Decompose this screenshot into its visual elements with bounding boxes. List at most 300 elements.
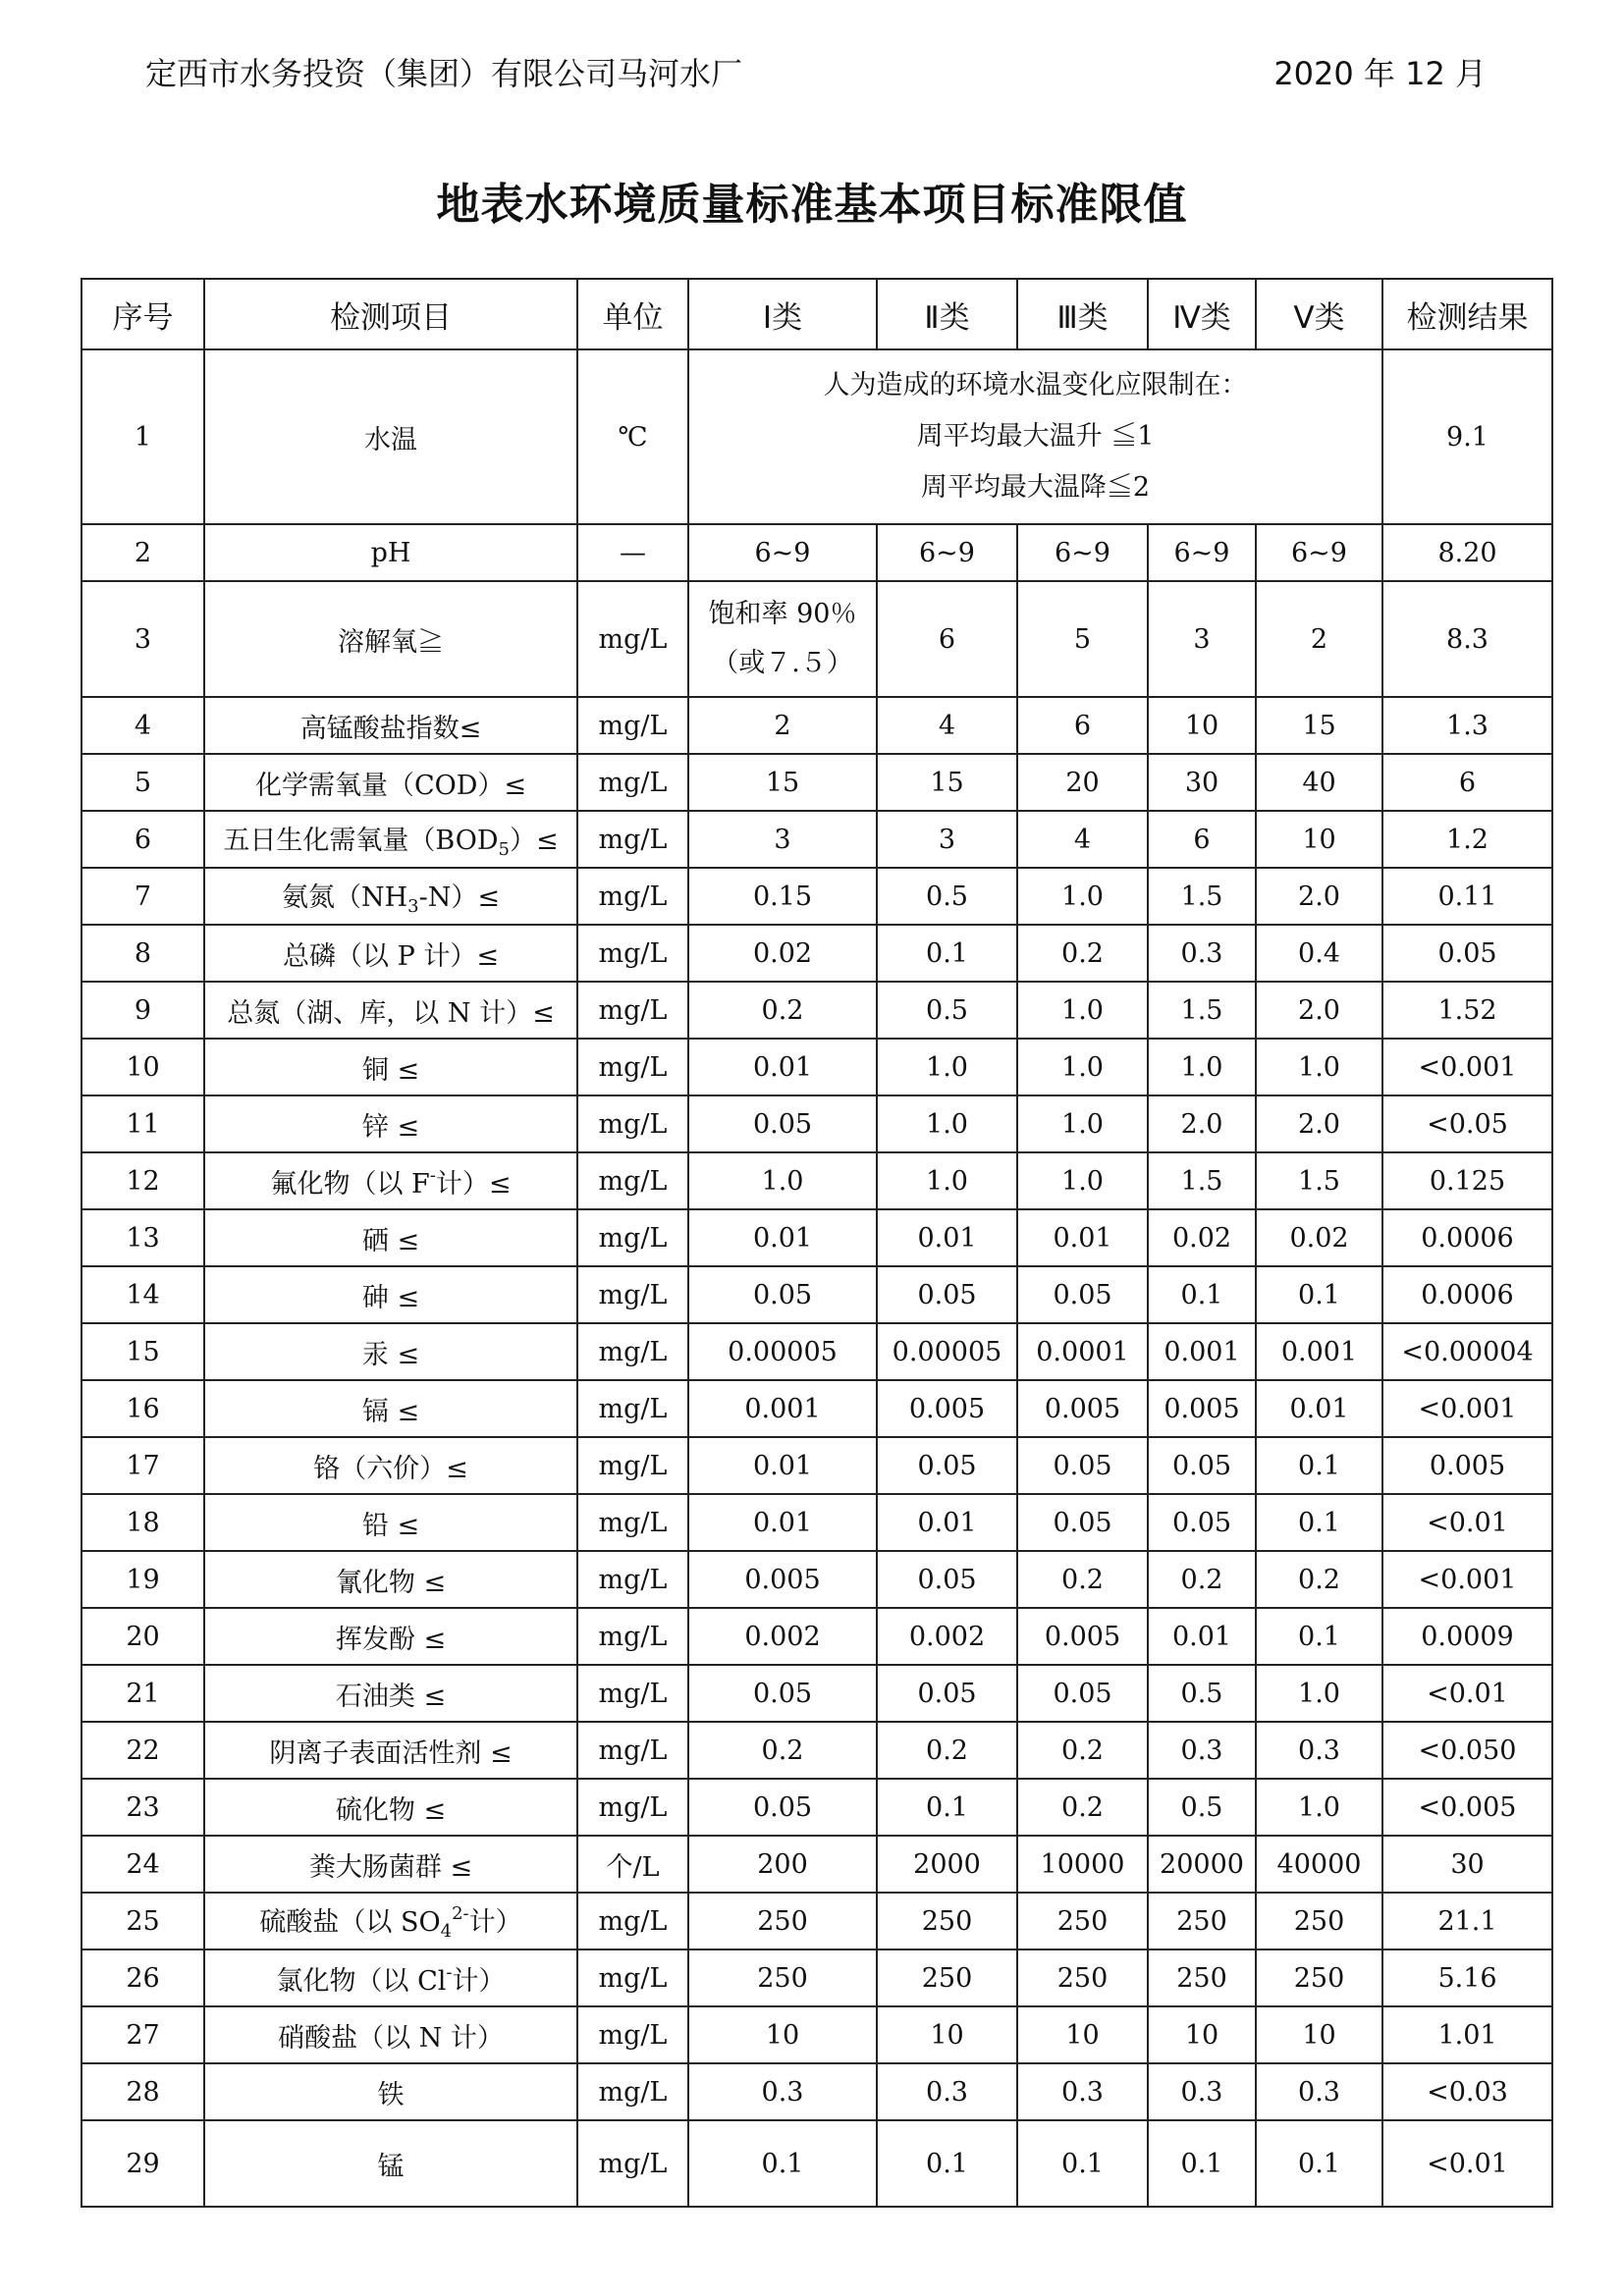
class-2-limit: 4 bbox=[877, 697, 1017, 754]
class-1-limit: 0.005 bbox=[688, 1551, 877, 1608]
item-name: 总氮（湖、库，以 N 计）≤ bbox=[204, 982, 577, 1039]
class-2-limit: 0.1 bbox=[877, 925, 1017, 982]
class-2-limit: 0.005 bbox=[877, 1380, 1017, 1437]
class-1-limit: 0.001 bbox=[688, 1380, 877, 1437]
limit-line: 饱和率 90％ bbox=[708, 599, 857, 629]
test-result: 8.20 bbox=[1382, 524, 1552, 581]
class-1-limit: 0.02 bbox=[688, 925, 877, 982]
item-name: 硒 ≤ bbox=[204, 1209, 577, 1266]
test-result: <0.050 bbox=[1382, 1722, 1552, 1779]
class-5-limit: 2.0 bbox=[1256, 1095, 1382, 1152]
table-row bbox=[81, 697, 1552, 754]
table-row bbox=[81, 1437, 1552, 1494]
row-number: 26 bbox=[81, 1949, 204, 2006]
class-5-limit: 0.1 bbox=[1256, 1494, 1382, 1551]
class-4-limit: 0.3 bbox=[1148, 2063, 1256, 2120]
unit: ℃ bbox=[577, 349, 688, 524]
row-number: 2 bbox=[81, 524, 204, 581]
unit: mg/L bbox=[577, 1494, 688, 1551]
unit: mg/L bbox=[577, 925, 688, 982]
row-number: 3 bbox=[81, 581, 204, 697]
class-5-limit: 1.0 bbox=[1256, 1779, 1382, 1836]
row-number: 1 bbox=[81, 349, 204, 524]
class-1-limit: 0.15 bbox=[688, 868, 877, 925]
test-result: 5.16 bbox=[1382, 1949, 1552, 2006]
class-3-limit: 0.0001 bbox=[1017, 1323, 1148, 1380]
item-name: 硫化物 ≤ bbox=[204, 1779, 577, 1836]
item-name: 砷 ≤ bbox=[204, 1266, 577, 1323]
class-3-limit: 6~9 bbox=[1017, 524, 1148, 581]
row-number: 28 bbox=[81, 2063, 204, 2120]
class-4-limit: 0.001 bbox=[1148, 1323, 1256, 1380]
class-3-limit: 4 bbox=[1017, 811, 1148, 868]
class-2-limit: 0.00005 bbox=[877, 1323, 1017, 1380]
class-3-limit: 0.05 bbox=[1017, 1437, 1148, 1494]
item-name bbox=[204, 811, 577, 868]
item-name-text: 计） bbox=[452, 1965, 506, 1997]
table-row bbox=[81, 2063, 1552, 2120]
class-5-limit: 250 bbox=[1256, 1949, 1382, 2006]
row-number: 5 bbox=[81, 754, 204, 811]
row-number: 25 bbox=[81, 1893, 204, 1949]
item-name bbox=[204, 868, 577, 925]
item-name: 石油类 ≤ bbox=[204, 1665, 577, 1722]
table-row bbox=[81, 1949, 1552, 2006]
unit: mg/L bbox=[577, 1323, 688, 1380]
class-4-limit: 10 bbox=[1148, 697, 1256, 754]
superscript: 2- bbox=[452, 1903, 469, 1924]
class-2-limit: 15 bbox=[877, 754, 1017, 811]
table-row bbox=[81, 1095, 1552, 1152]
unit: — bbox=[577, 524, 688, 581]
class-1-limit: 0.05 bbox=[688, 1665, 877, 1722]
class-2-limit: 1.0 bbox=[877, 1095, 1017, 1152]
row-number: 21 bbox=[81, 1665, 204, 1722]
test-result: 0.0006 bbox=[1382, 1209, 1552, 1266]
test-result: 8.3 bbox=[1382, 581, 1552, 697]
unit: mg/L bbox=[577, 1266, 688, 1323]
item-name-text: 氟化物（以 F bbox=[270, 1168, 430, 1200]
class-4-limit: 20000 bbox=[1148, 1836, 1256, 1893]
unit: mg/L bbox=[577, 982, 688, 1039]
row-number: 4 bbox=[81, 697, 204, 754]
row-number: 6 bbox=[81, 811, 204, 868]
row-number: 10 bbox=[81, 1039, 204, 1095]
class-2-limit: 0.1 bbox=[877, 2120, 1017, 2207]
class-1-limit: 0.01 bbox=[688, 1039, 877, 1095]
item-name: 汞 ≤ bbox=[204, 1323, 577, 1380]
class-2-limit: 1.0 bbox=[877, 1152, 1017, 1209]
class-1-limit: 200 bbox=[688, 1836, 877, 1893]
table-row bbox=[81, 1551, 1552, 1608]
table-row bbox=[81, 1380, 1552, 1437]
class-5-limit: 15 bbox=[1256, 697, 1382, 754]
class-3-limit: 0.2 bbox=[1017, 1779, 1148, 1836]
table-row bbox=[81, 1665, 1552, 1722]
unit: mg/L bbox=[577, 1209, 688, 1266]
test-result: 6 bbox=[1382, 754, 1552, 811]
class-2-limit: 0.5 bbox=[877, 868, 1017, 925]
table-row bbox=[81, 754, 1552, 811]
class-2-limit: 3 bbox=[877, 811, 1017, 868]
row-number: 9 bbox=[81, 982, 204, 1039]
item-name: 铁 bbox=[204, 2063, 577, 2120]
class-4-limit: 10 bbox=[1148, 2006, 1256, 2063]
item-name: 粪大肠菌群 ≤ bbox=[204, 1836, 577, 1893]
class-2-limit: 6~9 bbox=[877, 524, 1017, 581]
item-name: 溶解氧≧ bbox=[204, 581, 577, 697]
class-4-limit: 0.2 bbox=[1148, 1551, 1256, 1608]
class-3-limit: 1.0 bbox=[1017, 982, 1148, 1039]
item-name: 水温 bbox=[204, 349, 577, 524]
class-2-limit: 0.3 bbox=[877, 2063, 1017, 2120]
class-3-limit: 0.2 bbox=[1017, 1722, 1148, 1779]
class-5-limit: 2.0 bbox=[1256, 868, 1382, 925]
class-4-limit: 0.05 bbox=[1148, 1437, 1256, 1494]
table-row bbox=[81, 2120, 1552, 2207]
class-4-limit: 0.1 bbox=[1148, 2120, 1256, 2207]
class-5-limit: 0.1 bbox=[1256, 1608, 1382, 1665]
item-name: 氰化物 ≤ bbox=[204, 1551, 577, 1608]
test-result: 0.11 bbox=[1382, 868, 1552, 925]
test-result: 0.005 bbox=[1382, 1437, 1552, 1494]
class-3-limit: 0.005 bbox=[1017, 1608, 1148, 1665]
item-name-text: 计） bbox=[468, 1907, 522, 1938]
table-row bbox=[81, 349, 1552, 524]
unit: mg/L bbox=[577, 1380, 688, 1437]
test-result: <0.01 bbox=[1382, 2120, 1552, 2207]
report-date: 2020 年 12 月 bbox=[1273, 55, 1487, 92]
item-name: 锰 bbox=[204, 2120, 577, 2207]
class-1-limit: 15 bbox=[688, 754, 877, 811]
item-name: 高锰酸盐指数≤ bbox=[204, 697, 577, 754]
class-1-limit: 0.05 bbox=[688, 1779, 877, 1836]
class-4-limit: 1.5 bbox=[1148, 1152, 1256, 1209]
class-3-limit: 10000 bbox=[1017, 1836, 1148, 1893]
class-5-limit: 0.3 bbox=[1256, 1722, 1382, 1779]
class-4-limit: 1.5 bbox=[1148, 982, 1256, 1039]
class-4-limit: 30 bbox=[1148, 754, 1256, 811]
row-number: 14 bbox=[81, 1266, 204, 1323]
table-row bbox=[81, 1266, 1552, 1323]
class-1-limit: 0.2 bbox=[688, 1722, 877, 1779]
unit: mg/L bbox=[577, 1893, 688, 1949]
item-name-text: 氯化物（以 Cl bbox=[276, 1965, 447, 1997]
class-5-limit: 1.0 bbox=[1256, 1039, 1382, 1095]
row-number: 8 bbox=[81, 925, 204, 982]
class-5-limit: 2.0 bbox=[1256, 982, 1382, 1039]
item-name: 镉 ≤ bbox=[204, 1380, 577, 1437]
unit: 个/L bbox=[577, 1836, 688, 1893]
row-number: 18 bbox=[81, 1494, 204, 1551]
class-1-limit: 0.05 bbox=[688, 1266, 877, 1323]
class-5-limit: 40000 bbox=[1256, 1836, 1382, 1893]
item-name-text: ）≤ bbox=[509, 826, 559, 856]
class-5-limit: 0.02 bbox=[1256, 1209, 1382, 1266]
table-header-row bbox=[81, 279, 1552, 349]
row-number: 19 bbox=[81, 1551, 204, 1608]
item-name-text: 氨氮（NH bbox=[282, 882, 408, 913]
table-row bbox=[81, 1039, 1552, 1095]
item-name bbox=[204, 1152, 577, 1209]
unit: mg/L bbox=[577, 1152, 688, 1209]
table-row bbox=[81, 982, 1552, 1039]
table-row bbox=[81, 1893, 1552, 1949]
test-result: 21.1 bbox=[1382, 1893, 1552, 1949]
table-row bbox=[81, 811, 1552, 868]
item-name: 阴离子表面活性剂 ≤ bbox=[204, 1722, 577, 1779]
class-3-limit: 1.0 bbox=[1017, 1039, 1148, 1095]
class-4-limit: 1.0 bbox=[1148, 1039, 1256, 1095]
class-3-limit: 0.2 bbox=[1017, 925, 1148, 982]
item-name-text: 计）≤ bbox=[435, 1168, 512, 1200]
class-2-limit: 0.05 bbox=[877, 1266, 1017, 1323]
class-1-limit: 250 bbox=[688, 1893, 877, 1949]
class-5-limit: 0.001 bbox=[1256, 1323, 1382, 1380]
unit: mg/L bbox=[577, 2006, 688, 2063]
class-3-limit: 1.0 bbox=[1017, 1152, 1148, 1209]
class-1-limit: 0.01 bbox=[688, 1437, 877, 1494]
item-name: 锌 ≤ bbox=[204, 1095, 577, 1152]
class-5-limit: 1.0 bbox=[1256, 1665, 1382, 1722]
table-row bbox=[81, 1779, 1552, 1836]
item-name bbox=[204, 1949, 577, 2006]
table-row bbox=[81, 868, 1552, 925]
unit: mg/L bbox=[577, 2063, 688, 2120]
class-5-limit: 0.4 bbox=[1256, 925, 1382, 982]
class-5-limit: 40 bbox=[1256, 754, 1382, 811]
class-3-limit: 0.05 bbox=[1017, 1266, 1148, 1323]
class-4-limit: 3 bbox=[1148, 581, 1256, 697]
table-row bbox=[81, 581, 1552, 697]
table-row bbox=[81, 925, 1552, 982]
class-1-limit: 1.0 bbox=[688, 1152, 877, 1209]
test-result: <0.001 bbox=[1382, 1380, 1552, 1437]
limit-line: 周平均最大温降≦2 bbox=[920, 472, 1151, 503]
table-row bbox=[81, 1608, 1552, 1665]
class-4-limit: 6 bbox=[1148, 811, 1256, 868]
class-4-limit: 0.5 bbox=[1148, 1665, 1256, 1722]
column-header-unit: 单位 bbox=[577, 279, 688, 349]
class-1-limit: 250 bbox=[688, 1949, 877, 2006]
class-5-limit: 1.5 bbox=[1256, 1152, 1382, 1209]
limit-line: （或７.５） bbox=[712, 648, 853, 678]
limit-line: 人为造成的环境水温变化应限制在： bbox=[823, 370, 1248, 400]
limit-line: 周平均最大温升 ≦1 bbox=[916, 421, 1155, 452]
unit: mg/L bbox=[577, 697, 688, 754]
class-1-limit: 2 bbox=[688, 697, 877, 754]
row-number: 27 bbox=[81, 2006, 204, 2063]
unit: mg/L bbox=[577, 1779, 688, 1836]
row-number: 16 bbox=[81, 1380, 204, 1437]
unit: mg/L bbox=[577, 1551, 688, 1608]
test-result: <0.001 bbox=[1382, 1039, 1552, 1095]
row-number: 7 bbox=[81, 868, 204, 925]
unit: mg/L bbox=[577, 1949, 688, 2006]
unit: mg/L bbox=[577, 868, 688, 925]
unit: mg/L bbox=[577, 2120, 688, 2207]
table-row bbox=[81, 524, 1552, 581]
class-3-limit: 0.2 bbox=[1017, 1551, 1148, 1608]
item-name bbox=[204, 1893, 577, 1949]
class-1-limit: 0.2 bbox=[688, 982, 877, 1039]
test-result: 0.05 bbox=[1382, 925, 1552, 982]
test-result: <0.01 bbox=[1382, 1494, 1552, 1551]
class-5-limit: 0.1 bbox=[1256, 1266, 1382, 1323]
test-result: <0.001 bbox=[1382, 1551, 1552, 1608]
item-name: 硝酸盐（以 N 计） bbox=[204, 2006, 577, 2063]
class-1-limit: 0.00005 bbox=[688, 1323, 877, 1380]
class-1-limit: 0.3 bbox=[688, 2063, 877, 2120]
test-result: 30 bbox=[1382, 1836, 1552, 1893]
item-name: 挥发酚 ≤ bbox=[204, 1608, 577, 1665]
item-name: 铬（六价）≤ bbox=[204, 1437, 577, 1494]
unit: mg/L bbox=[577, 1039, 688, 1095]
class-2-limit: 10 bbox=[877, 2006, 1017, 2063]
class-1-limit: 0.05 bbox=[688, 1095, 877, 1152]
class-5-limit: 0.1 bbox=[1256, 1437, 1382, 1494]
class-1-limit: 3 bbox=[688, 811, 877, 868]
organization-name: 定西市水务投资（集团）有限公司马河水厂 bbox=[145, 55, 743, 92]
class-3-limit: 6 bbox=[1017, 697, 1148, 754]
item-name-text: ）≤ bbox=[477, 770, 527, 801]
table-row bbox=[81, 1494, 1552, 1551]
standard-limits-table bbox=[81, 278, 1553, 2208]
column-header-class-1: Ⅰ类 bbox=[688, 279, 877, 349]
row-number: 20 bbox=[81, 1608, 204, 1665]
table-row bbox=[81, 1722, 1552, 1779]
class-3-limit: 250 bbox=[1017, 1893, 1148, 1949]
superscript: - bbox=[429, 1164, 436, 1186]
class-1-limit: 0.1 bbox=[688, 2120, 877, 2207]
table-row bbox=[81, 1152, 1552, 1209]
class-3-limit: 1.0 bbox=[1017, 868, 1148, 925]
superscript: - bbox=[446, 1961, 453, 1983]
class-4-limit: 0.05 bbox=[1148, 1494, 1256, 1551]
item-name-text: 五日生化需氧量（BOD bbox=[223, 826, 499, 856]
class-2-limit: 0.05 bbox=[877, 1437, 1017, 1494]
unit: mg/L bbox=[577, 1095, 688, 1152]
class-5-limit: 10 bbox=[1256, 2006, 1382, 2063]
item-name: 总磷（以 P 计）≤ bbox=[204, 925, 577, 982]
class-4-limit: 0.02 bbox=[1148, 1209, 1256, 1266]
class-3-limit: 1.0 bbox=[1017, 1095, 1148, 1152]
row-number: 23 bbox=[81, 1779, 204, 1836]
class-4-limit: 0.3 bbox=[1148, 1722, 1256, 1779]
class-1-limit: 10 bbox=[688, 2006, 877, 2063]
unit: mg/L bbox=[577, 1665, 688, 1722]
column-header-class-2: Ⅱ类 bbox=[877, 279, 1017, 349]
item-name-text: COD bbox=[413, 770, 478, 801]
test-result: 1.52 bbox=[1382, 982, 1552, 1039]
class-3-limit: 10 bbox=[1017, 2006, 1148, 2063]
table-row bbox=[81, 1323, 1552, 1380]
class-3-limit: 0.01 bbox=[1017, 1209, 1148, 1266]
unit: mg/L bbox=[577, 1608, 688, 1665]
test-result: <0.01 bbox=[1382, 1665, 1552, 1722]
item-name: pH bbox=[204, 524, 577, 581]
class-4-limit: 2.0 bbox=[1148, 1095, 1256, 1152]
class-2-limit: 250 bbox=[877, 1893, 1017, 1949]
document-title: 地表水环境质量标准基本项目标准限值 bbox=[436, 180, 1188, 230]
test-result: 1.2 bbox=[1382, 811, 1552, 868]
unit: mg/L bbox=[577, 581, 688, 697]
test-result: 0.0006 bbox=[1382, 1266, 1552, 1323]
class-3-limit: 0.1 bbox=[1017, 2120, 1148, 2207]
class-1-limit: 6~9 bbox=[688, 524, 877, 581]
row-number: 17 bbox=[81, 1437, 204, 1494]
test-result: <0.03 bbox=[1382, 2063, 1552, 2120]
column-header-class-4: Ⅳ类 bbox=[1148, 279, 1256, 349]
subscript: 3 bbox=[407, 896, 419, 917]
class-3-limit: 0.005 bbox=[1017, 1380, 1148, 1437]
class-2-limit: 0.01 bbox=[877, 1209, 1017, 1266]
test-result: 1.3 bbox=[1382, 697, 1552, 754]
item-name-text: -N）≤ bbox=[418, 882, 500, 913]
row-number: 22 bbox=[81, 1722, 204, 1779]
class-5-limit: 0.1 bbox=[1256, 2120, 1382, 2207]
test-result: 9.1 bbox=[1382, 349, 1552, 524]
item-name-text: 硫酸盐（以 SO bbox=[259, 1907, 441, 1938]
test-result: <0.05 bbox=[1382, 1095, 1552, 1152]
column-header-no: 序号 bbox=[81, 279, 204, 349]
class-1-limit: 0.002 bbox=[688, 1608, 877, 1665]
unit: mg/L bbox=[577, 754, 688, 811]
row-number: 29 bbox=[81, 2120, 204, 2207]
class-2-limit: 250 bbox=[877, 1949, 1017, 2006]
class-2-limit: 0.05 bbox=[877, 1665, 1017, 1722]
item-name: 铅 ≤ bbox=[204, 1494, 577, 1551]
class-4-limit: 6~9 bbox=[1148, 524, 1256, 581]
class-4-limit: 0.1 bbox=[1148, 1266, 1256, 1323]
class-5-limit: 6~9 bbox=[1256, 524, 1382, 581]
class-1-limit: 0.01 bbox=[688, 1209, 877, 1266]
unit: mg/L bbox=[577, 1437, 688, 1494]
class-1-limit: 0.01 bbox=[688, 1494, 877, 1551]
table-row bbox=[81, 2006, 1552, 2063]
water-temperature-limit bbox=[688, 349, 1382, 524]
row-number: 12 bbox=[81, 1152, 204, 1209]
class-4-limit: 250 bbox=[1148, 1893, 1256, 1949]
column-header-item: 检测项目 bbox=[204, 279, 577, 349]
class-2-limit: 2000 bbox=[877, 1836, 1017, 1893]
class-4-limit: 0.01 bbox=[1148, 1608, 1256, 1665]
class-4-limit: 250 bbox=[1148, 1949, 1256, 2006]
table-row bbox=[81, 1209, 1552, 1266]
unit: mg/L bbox=[577, 811, 688, 868]
class-2-limit: 0.002 bbox=[877, 1608, 1017, 1665]
class-1-limit bbox=[688, 581, 877, 697]
class-5-limit: 0.01 bbox=[1256, 1380, 1382, 1437]
unit: mg/L bbox=[577, 1722, 688, 1779]
item-name: 铜 ≤ bbox=[204, 1039, 577, 1095]
class-2-limit: 0.2 bbox=[877, 1722, 1017, 1779]
row-number: 24 bbox=[81, 1836, 204, 1893]
class-3-limit: 20 bbox=[1017, 754, 1148, 811]
class-2-limit: 0.5 bbox=[877, 982, 1017, 1039]
subscript: 5 bbox=[498, 839, 510, 860]
class-4-limit: 0.5 bbox=[1148, 1779, 1256, 1836]
class-5-limit: 2 bbox=[1256, 581, 1382, 697]
class-2-limit: 0.1 bbox=[877, 1779, 1017, 1836]
item-name bbox=[204, 754, 577, 811]
test-result: <0.005 bbox=[1382, 1779, 1552, 1836]
class-3-limit: 0.05 bbox=[1017, 1665, 1148, 1722]
class-3-limit: 0.05 bbox=[1017, 1494, 1148, 1551]
row-number: 11 bbox=[81, 1095, 204, 1152]
item-name-text: 化学需氧量（ bbox=[254, 770, 414, 801]
test-result: <0.00004 bbox=[1382, 1323, 1552, 1380]
